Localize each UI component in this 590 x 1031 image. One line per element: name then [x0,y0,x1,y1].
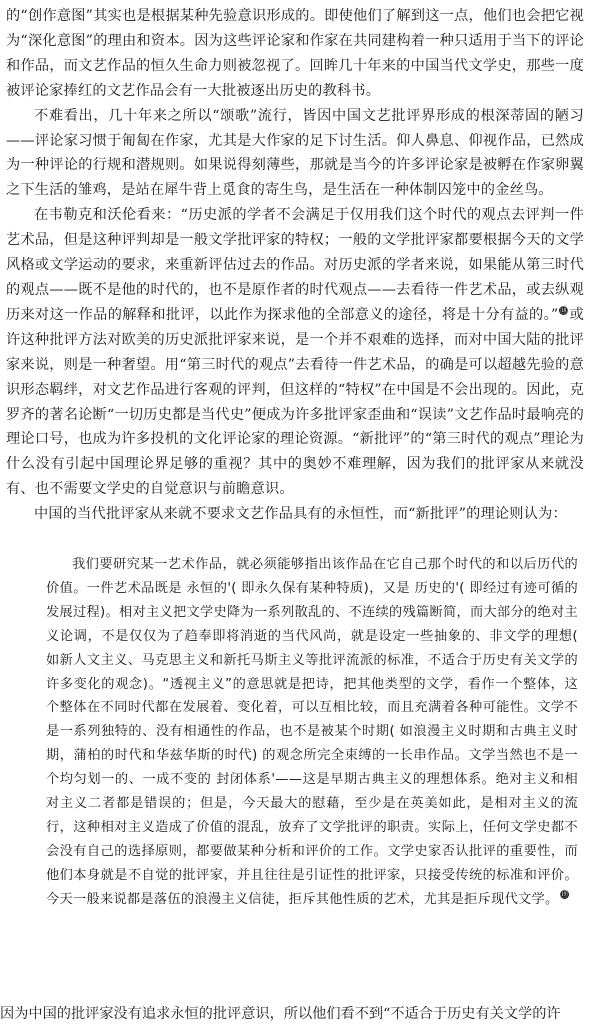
paragraph-closing-partial: 因为中国的批评家没有追求永恒的批评意识，所以他们看不到“不适合于历史有关文学的许 [0,1006,561,1022]
paragraph-wellek-warren-rest: 或许这种批评方法对欧美的历史派批评家来说，是一个并不艰难的选择，而对中国大陆的批评家来说，则是一种奢望。用“第三时代的观点”去看待一件艺术品，的确是可以超越先验的意识形态羁绊，对文艺作品进行客观的评判，但这样的“特权”在中国是不会出现的。因此，克罗齐的著名论断“一切历史都是当代史”便成为许多批评家歪曲和“误读”文艺作品时最响亮的理论口号，也成为许多投机的文化评论家的理论资源。“新批评”的“第三时代的观点”理论为什么没有引起中国理论界足够的重视？其中的奥妙不难理解，因为我们的批评家从来就没有、也不需要文学史的自觉意识与前瞻意识。 [6,306,584,498]
paragraph-wellek-warren [6,203,584,502]
paragraph-new-criticism-intro: 中国的当代批评家从来就不要求文艺作品具有的永恒性，而“新批评”的理论则认为： [34,506,567,523]
paragraph-eulogy-critique: 不难看出，几十年来之所以“颂歌”流行，皆因中国文艺批评界形成的根深蒂固的陋习——评论家习惯于匍匐在作家，尤其是大作家的足下讨生活。仰人鼻息、仰视作品，已然成为一种评论的行规和潜规则。如果说得刻薄些，那就是当今的许多评论家是被孵在作家卵翼之下生活的雏鸡，是站在犀牛背上觅食的寄生鸟，是生活在一种体制囚笼中的金丝鸟。 [6,107,584,199]
footnote-marker-18[interactable]: ⑱ [559,306,569,316]
paragraph-creative-intent: 的“创作意图”其实也是根据某种先验意识形成的。即使他们了解到这一点，他们也会把它视为“深化意图”的理由和资本。因为这些评论家和作家在共同建构着一种只适用于当下的评论和作品，而文艺作品的恒久生命力则被忽视了。回眸几十年来的中国当代文学史，那些一度被评论家捧红的文艺作品会有一大批被逐出历史的教科书。 [6,8,584,99]
block-quotation-text: 我们要研究某一艺术作品，就必须能够指出该作品在它自己那个时代的和以后历代的价值。一件艺术品既是 永恒的'( 即永久保有某种特质)，又是 历史的'( 即经过有迹可循的发展过程)。相对主义把文学史降为一系列散乱的、不连续的残篇断简，而大部分的绝对主义论调，不是仅仅为了趋奉即将消逝的当代风尚，就是设定一些抽象的、非文学的理想( 如新人文主义、马克思主义和新托马斯主义等批评流派的标准，不适合于历史有关文学的许多变化的观念)。“透视主义”的意思就是把诗，把其他类型的文学，看作一个整体，这个整体在不同时代都在发展着、变化着，可以互相比较，而且充满着各种可能性。文学不是一系列独特的、没有相通性的作品，也不是被某个时期( 如浪漫主义时期和古典主义时期，蒲柏的时代和华兹华斯的时代) 的观念所完全束缚的一长串作品。文学当然也不是一个均匀划一的、一成不变的 封闭体系'——这是早期古典主义的理想体系。绝对主义和相对主义二者都是错误的；但是，今天最大的慰藉，至少是在英美如此，是相对主义的流行，这种相对主义造成了价值的混乱，放弃了文学批评的职责。实际上，任何文学史都不会没有自己的选择原则，都要做某种分析和评价的工作。文学史家否认批评的重要性，而他们本身就是不自觉的批评家，并且往往是引证性的批评家，只接受传统的标准和评价。今天一般来说都是落伍的浪漫主义信徒，拒斥其他性质的艺术，尤其是拒斥现代文学。 [46,557,578,907]
block-quotation [6,553,584,912]
paragraph-wellek-warren-quote: 在韦勒克和沃伦看来：“历史派的学者不会满足于仅用我们这个时代的观点去评判一件艺术品，但是这种评判却是一般文学批评家的特权；一般的文学批评家都要根据今天的文学风格或文学运动的要求，来重新评估过去的作品。对历史派的学者来说，如果能从第三时代的观点——既不是他的时代的，也不是原作者的时代观点——去看待一件艺术品，或去纵观历来对这一作品的解释和批评，以此作为探求他的全部意义的途径，将是十分有益的。” [6,207,584,323]
footnote-marker-19[interactable]: ⑲ [559,890,569,900]
